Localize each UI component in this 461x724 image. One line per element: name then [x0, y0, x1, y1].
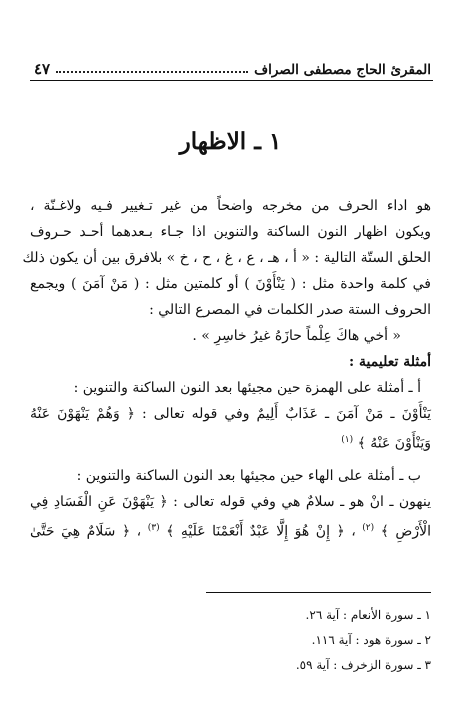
example-b-intro: ب ـ أمثلة على الهاء حين مجيئها بعد النون الساكنة والتنوين :	[76, 468, 421, 484]
footnote-ref-2: (٢)	[362, 523, 375, 533]
footnote-ref-3: (٣)	[147, 523, 160, 533]
poem-verse: « أخي هاكَ عِلْماً حازَهُ غيرُ خاسِرِ » .	[192, 328, 401, 344]
body-line-3: الحلق الستّة التالية : « أ ، هـ ، ع ، غ ، ح ، خ » بلافرق بين أن يكون ذلك	[22, 250, 431, 266]
example-a-line-2	[30, 430, 431, 454]
footnote-rule	[206, 592, 431, 593]
body-line-1: هو اداء الحرف من مخرجه واضحاً من غير تـغيير فـيه ولاغـنّة ،	[30, 198, 431, 214]
example-b-line-2	[30, 518, 431, 542]
body-line-5: الحروف الستة صدر الكلمات في المصرع التالي :	[149, 302, 431, 318]
footnote-2: ٢ ـ سورة هود : آية ١١٦.	[311, 633, 431, 647]
body-line-4: في كلمة واحدة مثل : ( يَنْأَوْنَ ) أو كلمتين مثل : ( مَنْ آمَنَ ) ويجمع	[30, 276, 431, 292]
header-rule	[30, 80, 433, 81]
chapter-title: ١ ـ الاظهار	[179, 128, 282, 155]
example-b-verse-1-end: الْأَرْضِ ﴾	[380, 523, 431, 540]
examples-heading: أمثلة تعليمية :	[348, 354, 431, 370]
body-line-2: ويكون اظهار النون الساكنة والتنوين اذا جـاء بـعدهما أحـد حـروف	[30, 224, 431, 240]
example-b-verse-3: ، ﴿ سَلَامٌ هِيَ حَتَّىٰ	[30, 523, 142, 540]
page-number: ٤٧	[34, 60, 51, 78]
footnote-1: ١ ـ سورة الأنعام : آية ٢٦.	[305, 608, 431, 622]
footnote-ref-1: (١)	[341, 435, 354, 445]
header-title: المقرئ الحاج مصطفى الصراف	[254, 62, 431, 78]
running-header	[34, 56, 431, 78]
example-a-verse-end: وَيَنْأَوْنَ عَنْهُ ﴾	[357, 435, 431, 452]
example-a-intro: أ ـ أمثلة على الهمزة حين مجيئها بعد النون الساكنة والتنوين :	[73, 380, 421, 396]
header-dot-leader	[56, 71, 248, 73]
footnote-3: ٣ ـ سورة الزخرف : آية ٥٩.	[295, 658, 431, 672]
example-a-line-1: يَنْأَوْنَ ـ مَنْ آمَنَ ـ عَذَابٌ أَلِيمٌ وفي قوله تعالى : ﴿ وَهُمْ يَنْهَوْنَ عَنْهُ	[30, 406, 431, 422]
example-b-line-1: ينهون ـ انْ هو ـ سلامٌ هي وفي قوله تعالى : ﴿ يَنْهَوْنَ عَنِ الْفَسَادِ فِي	[30, 494, 431, 510]
example-b-verse-2: ، ﴿ إِنْ هُوَ إِلَّا عَبْدٌ أَنْعَمْنَا عَلَيْهِ ﴾	[166, 523, 356, 540]
